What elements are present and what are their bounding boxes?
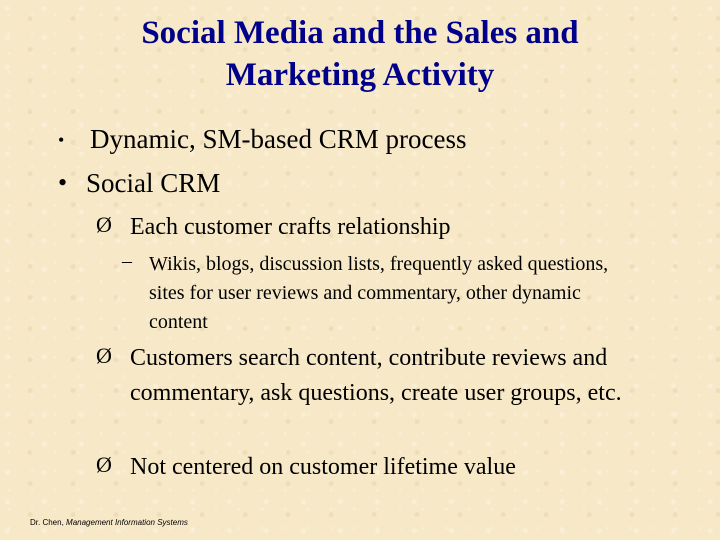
bullet-text: Social CRM bbox=[86, 168, 221, 198]
slide-title-line-2: Marketing Activity bbox=[225, 57, 495, 93]
bullet-marker: • bbox=[58, 130, 65, 150]
footer-author: Dr. Chen, bbox=[30, 518, 64, 527]
arrow-bullet-marker: Ø bbox=[96, 343, 112, 368]
sub-bullet-text: Customers search content, contribute reviews and commentary, ask questions, create user groups, etc. bbox=[130, 345, 622, 406]
sub-bullet-text: Each customer crafts relationship bbox=[130, 214, 451, 240]
bullet-marker: • bbox=[58, 168, 68, 197]
footer-credit bbox=[30, 518, 188, 527]
arrow-bullet-marker: Ø bbox=[96, 452, 112, 477]
sub-sub-bullet-text: Wikis, blogs, discussion lists, frequently asked questions, sites for user reviews and commentary, other dynamic content bbox=[149, 253, 609, 333]
slide-title-line-1: Social Media and the Sales and bbox=[141, 15, 579, 51]
arrow-bullet-marker: Ø bbox=[96, 212, 112, 237]
bullet-text: Dynamic, SM-based CRM process bbox=[90, 124, 467, 154]
sub-bullet-text: Not centered on customer lifetime value bbox=[130, 454, 516, 480]
footer-course: Management Information Systems bbox=[66, 518, 188, 527]
slide-title bbox=[60, 12, 660, 96]
dash-bullet-marker: – bbox=[122, 250, 132, 272]
